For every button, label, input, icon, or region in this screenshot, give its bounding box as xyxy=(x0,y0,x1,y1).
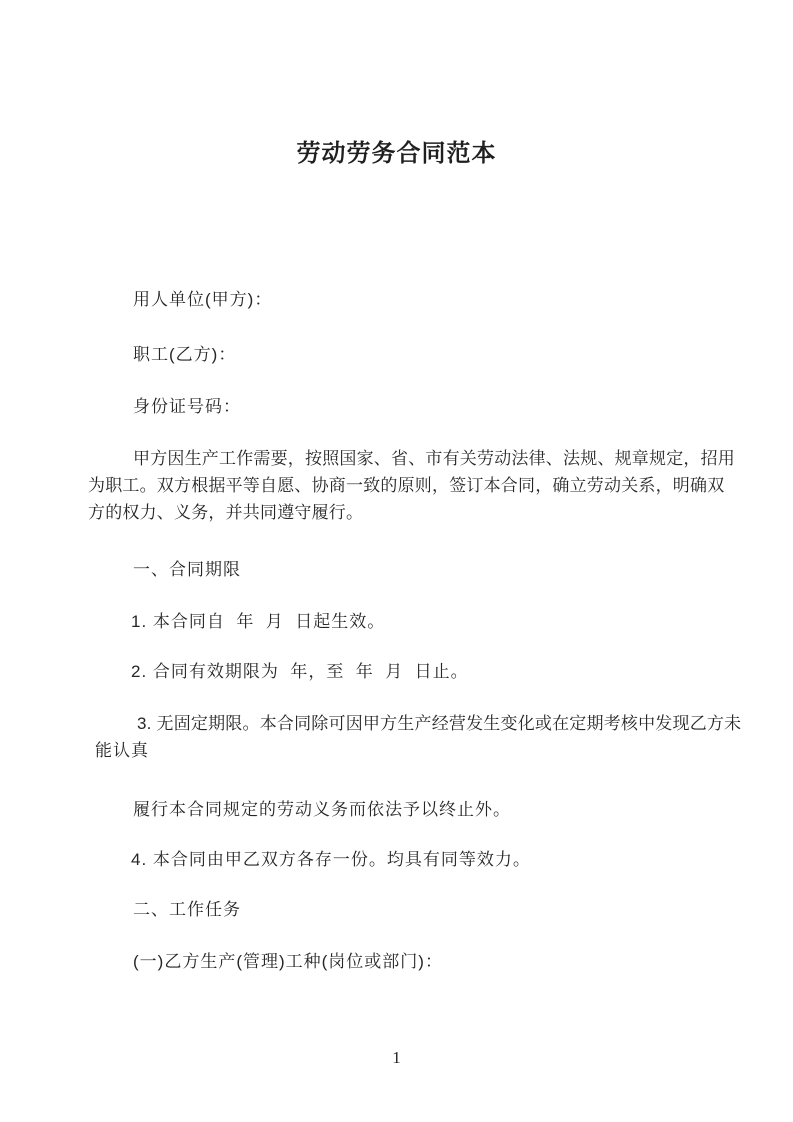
intro-paragraph-line-2: 为职工。双方根据平等自愿、协商一致的原则，签订本合同，确立劳动关系，明确双 xyxy=(88,476,725,495)
section-2-item-1: (一)乙方生产(管理)工种(岗位或部门)： xyxy=(133,952,443,971)
employee-field-label: 职工(乙方)： xyxy=(133,345,237,364)
section-1-item-1: 1. 本合同自 年 月 日起生效。 xyxy=(131,612,386,631)
page-number: 1 xyxy=(392,1048,401,1067)
section-1-item-2: 2. 合同有效期限为 年，至 年 月 日止。 xyxy=(131,662,469,681)
section-2-heading: 二、工作任务 xyxy=(133,900,241,919)
intro-paragraph-line-1: 甲方因生产工作需要，按照国家、省、市有关劳动法律、法规、规章规定，招用 xyxy=(133,449,735,468)
section-1-item-3-line-2: 能认真 xyxy=(95,741,149,760)
document-title: 劳动劳务合同范本 xyxy=(296,140,497,167)
id-number-field-label: 身份证号码： xyxy=(133,397,241,416)
section-1-item-3-line-1: 3. 无固定期限。本合同除可因甲方生产经营发生变化或在定期考核中发现乙方未 xyxy=(137,714,742,733)
section-1-item-3-continuation: 履行本合同规定的劳动义务而依法予以终止外。 xyxy=(133,800,511,819)
section-1-heading: 一、合同期限 xyxy=(133,560,241,579)
employer-field-label: 用人单位(甲方)： xyxy=(133,290,273,309)
intro-paragraph-line-3: 方的权力、义务，并共同遵守履行。 xyxy=(88,503,364,522)
section-1-item-4: 4. 本合同由甲乙双方各存一份。均具有同等效力。 xyxy=(131,850,531,869)
